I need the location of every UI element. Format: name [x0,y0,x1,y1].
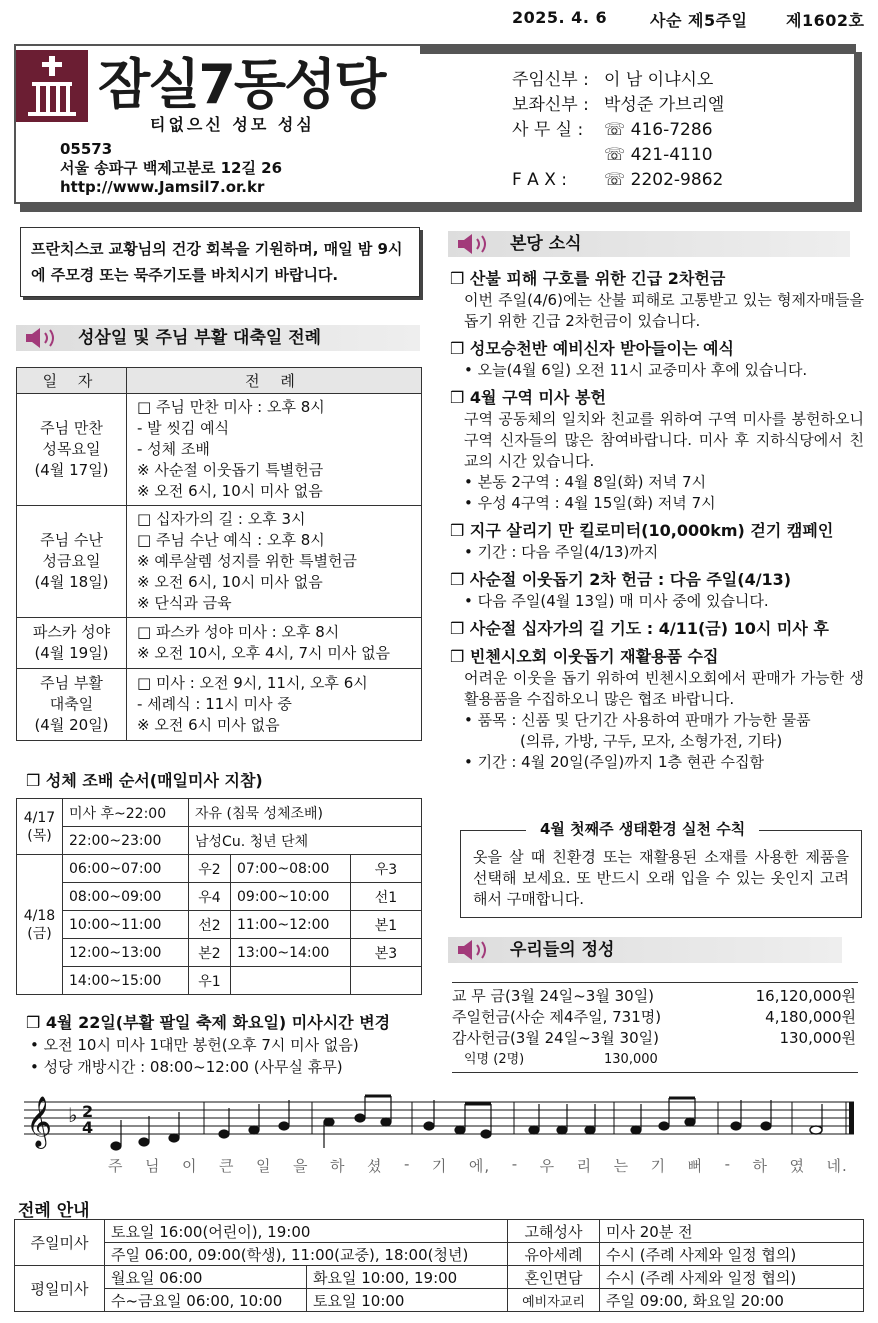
table-cell: 우3 [351,855,422,883]
rite-line: □ 파스카 성야 미사 : 오후 8시 [137,623,340,641]
svg-text:4: 4 [82,1118,94,1137]
table-cell: 월요일 06:00 [105,1266,307,1289]
liturgy-guide-table [14,1219,864,1312]
lyric-syllable: 을 [293,1157,309,1175]
liturgy-guide-title: 전례 안내 [18,1201,90,1221]
svg-text:♭: ♭ [68,1103,78,1127]
section-title-text: 성삼일 및 주님 부활 대축일 전례 [78,328,322,348]
news-item [450,338,864,381]
offering-section-title [448,937,842,963]
mass-change-line: • 성당 개방시간 : 08:00~12:00 (사무실 휴무) [30,1058,343,1076]
table-cell: 주일 09:00, 화요일 20:00 [600,1289,864,1312]
day-line: (4월 17일) [34,461,109,479]
table-cell [231,967,351,995]
table-cell: 10:00~11:00 [63,911,189,939]
mass-change-line: • 오전 10시 미사 1대만 봉헌(오후 7시 미사 없음) [30,1036,359,1054]
rite-line: ※ 단식과 금육 [137,594,232,612]
eco-practice-box: 옷을 살 때 친환경 또는 재활용된 소재를 사용한 제품을 선택해 보세요. 또 반드시 오래 입을 수 있는 옷인지 고려해서 구매합니다. [460,830,862,918]
day-line: 파스카 성야 [32,623,111,641]
news-bullet: • 품목 : 신품 및 단기간 사용하여 판매가 가능한 물품 [464,711,811,729]
rite-line: ※ 오전 6시, 10시 미사 없음 [137,482,323,500]
table-cell: 토요일 10:00 [307,1289,508,1312]
lyric-syllable: - [404,1155,411,1173]
staff-label: 보좌신부 : [512,95,589,115]
table-cell: 주일 06:00, 09:00(학생), 11:00(교중), 18:00(청년) [105,1243,508,1266]
issue-date: 2025. 4. 6 [512,8,608,27]
table-cell: 고해성사 [508,1220,600,1243]
table-cell: 우2 [189,855,231,883]
mass-type: 평일미사 [15,1266,105,1312]
news-bullet: • 기간 : 4월 20일(주일)까지 1층 현관 수집함 [464,753,765,771]
staff-list [512,68,724,193]
table-header-row [17,368,422,394]
table-cell: 11:00~12:00 [231,911,351,939]
table-row [17,394,422,506]
table-row [17,967,422,995]
staff-value: 박성준 가브리엘 [604,95,725,115]
offering-row [452,1007,856,1028]
lyric-syllable: 네. [826,1157,848,1175]
lyric-syllable: 는 [613,1157,630,1175]
news-body: 구역 공동체의 일치와 친교를 위하여 구역 미사를 봉헌하오니 구역 신자들의 많은 참여바랍니다. 미사 후 지하식당에서 친교의 시간 있습니다. [464,410,864,470]
table-cell: 선1 [351,883,422,911]
day-line: (4월 20일) [34,716,109,734]
mass-change-title: ❒ 4월 22일(부활 팔일 축제 화요일) 미사시간 변경 [26,1013,391,1032]
table-cell: 수시 (주례 사제와 일정 협의) [600,1266,864,1289]
news-bullet: • 기간 : 다음 주일(4/13)까지 [464,543,659,561]
adoration-title: ❒ 성체 조배 순서(매일미사 지참) [26,771,263,790]
staff-label: 주임신부 : [512,70,589,90]
news-heading: ❒ 지구 살리기 만 킬로미터(10,000km) 걷기 캠페인 [450,521,834,540]
speaker-icon [22,327,66,349]
lyric-syllable: 이 [182,1157,198,1175]
news-heading: ❒ 빈첸시오회 이웃돕기 재활용품 수집 [450,647,719,666]
mass-type: 주일미사 [15,1220,105,1266]
svg-text:𝄞: 𝄞 [26,1096,53,1147]
offering-row [452,1028,856,1049]
offering-amount: 4,180,000원 [765,1008,856,1026]
day-line: 대축일 [49,695,94,713]
table-cell: 08:00~09:00 [63,883,189,911]
staff-value: ☏ 2202-9862 [604,170,724,190]
table-cell: 본1 [351,911,422,939]
mass-change-notice [26,1012,390,1078]
lyric-syllable: 에, [468,1157,491,1175]
offering-amount: 16,120,000원 [755,987,856,1005]
news-bullet: • 다음 주일(4월 13일) 매 미사 중에 있습니다. [464,592,769,610]
staff-value: ☏ 416-7286 [604,120,713,140]
rite-line: □ 십자가의 길 : 오후 3시 [137,510,306,528]
lyric-syllable: 기 [431,1157,448,1175]
lyric-syllable: 기 [650,1157,667,1175]
news-heading: ❒ 4월 구역 미사 봉헌 [450,388,606,407]
day-cell [17,394,127,506]
lyric-syllable: 뻐 [687,1157,704,1175]
lyric-syllable: 님 [145,1157,161,1175]
offering-list [452,986,856,1070]
day-line: (4월 19일) [34,644,109,662]
day-cell [17,669,127,741]
table-cell: 혼인면담 [508,1266,600,1289]
hymn-lyrics [108,1155,848,1176]
offering-anon-row [452,1049,856,1070]
day-cell [17,618,127,669]
issue-number: 제1602호 [786,11,865,30]
day-line: 성목요일 [42,440,101,458]
news-body: 어려운 이웃을 돕기 위하여 빈첸시오회에서 판매가 가능한 생활용품을 수집하오니 많은 협조 바랍니다. [464,669,864,708]
news-section-title [448,231,850,257]
offering-amount: 130,000원 [779,1029,856,1047]
news-item [450,569,864,612]
table-cell: 09:00~10:00 [231,883,351,911]
website-link[interactable]: http://www.Jamsil7.or.kr [60,178,265,196]
offering-anon-amount: 130,000 [604,1052,658,1067]
lyric-syllable: 하 [752,1157,769,1175]
rite-line: □ 주님 만찬 미사 : 오후 8시 [137,398,325,416]
table-cell: 22:00~23:00 [63,827,189,855]
lyric-syllable: 리 [576,1157,593,1175]
rite-line: ※ 오전 6시 미사 없음 [137,716,280,734]
staff-row [512,168,724,193]
rite-line: ※ 오전 10시, 오후 4시, 7시 미사 없음 [137,644,391,662]
table-row [17,911,422,939]
rite-cell [127,618,422,669]
news-bullet: • 본동 2구역 : 4월 8일(화) 저녁 7시 [464,473,707,491]
table-cell: 13:00~14:00 [231,939,351,967]
rite-line: ※ 사순절 이웃돕기 특별헌금 [137,461,324,479]
table-row [17,939,422,967]
table-cell: 화요일 10:00, 19:00 [307,1266,508,1289]
news-body: 이번 주일(4/6)에는 산불 피해로 고통받고 있는 형제자매들을 돕기 위한 긴급 2차헌금이 있습니다. [464,291,864,330]
lyric-syllable: - [724,1155,732,1173]
section-title-text: 우리들의 정성 [510,940,615,960]
parish-name: 잠실7동성당 [98,53,385,116]
day-line: 주님 만찬 [40,419,103,437]
table-row [17,618,422,669]
table-row [17,669,422,741]
table-cell: 미사 후~22:00 [63,799,189,827]
table-cell: 수시 (주례 사제와 일정 협의) [600,1243,864,1266]
table-cell: 남성Cu. 청년 단체 [189,827,422,855]
table-cell: 14:00~15:00 [63,967,189,995]
prayer-notice: 프란치스코 교황님의 건강 회복을 기원하며, 매일 밤 9시에 주모경 또는 묵주기도를 바치시기 바랍니다. [20,227,420,297]
liturgy-section-title [16,325,420,351]
staff-label: 사 무 실 : [512,120,584,140]
news-bullet: (의류, 가방, 구두, 모자, 소형가전, 기타) [520,732,783,750]
table-row [15,1220,864,1243]
lyric-syllable: 하 [330,1157,346,1175]
liturgy-table [16,367,422,741]
table-row [17,855,422,883]
day-cell [17,506,127,618]
day-line: 주님 수난 [40,531,103,549]
lyric-syllable: 였 [789,1157,806,1175]
liturgical-season: 사순 제5주일 [650,11,748,30]
news-bullet: • 우성 4구역 : 4월 15일(화) 저녁 7시 [464,494,716,512]
rite-cell [127,669,422,741]
table-cell: 06:00~07:00 [63,855,189,883]
news-heading: ❒ 산불 피해 구호를 위한 긴급 2차헌금 [450,269,726,288]
news-heading: ❒ 사순절 십자가의 길 기도 : 4/11(금) 10시 미사 후 [450,619,829,638]
parish-subtitle: 티없으신 성모 성심 [150,115,315,134]
rite-line: ※ 예루살렘 성지를 위한 특별헌금 [137,552,358,570]
staff-row [512,93,724,118]
news-heading: ❒ 사순절 이웃돕기 2차 헌금 : 다음 주일(4/13) [450,570,792,589]
table-row [17,506,422,618]
table-row [17,799,422,827]
table-cell: 토요일 16:00(어린이), 19:00 [105,1220,508,1243]
postcode: 05573 [60,140,113,158]
column-header-rite: 전 례 [127,368,422,394]
staff-row [512,143,724,168]
news-list [450,262,864,773]
offering-top-rule [452,982,858,983]
church-logo-icon [16,50,88,122]
adoration-day: 4/17 (목) [17,799,63,855]
table-row [17,827,422,855]
lyric-syllable: 일 [256,1157,272,1175]
offering-anon-label: 익명 (2명) [464,1052,525,1067]
staff-row [512,68,724,93]
lyric-syllable: 주 [108,1157,124,1175]
table-cell: 07:00~08:00 [231,855,351,883]
lyric-syllable: - [511,1155,519,1173]
table-cell: 우1 [189,967,231,995]
table-row [15,1289,864,1312]
news-item [450,646,864,773]
table-cell: 미사 20분 전 [600,1220,864,1243]
offering-label: 교 무 금(3월 24일~3월 30일) [452,987,655,1005]
lyric-syllable: 우 [539,1157,556,1175]
offering-bottom-rule [452,1072,858,1073]
offering-row [452,986,856,1007]
column-header-day: 일 자 [17,368,127,394]
table-cell: 선2 [189,911,231,939]
parish-address [60,140,282,197]
offering-label: 감사헌금(3월 24일~3월 30일) [452,1029,659,1047]
table-cell: 예비자교리 [508,1289,600,1312]
news-item [450,268,864,332]
table-cell: 본3 [351,939,422,967]
speaker-icon [454,939,498,961]
adoration-table [16,798,422,995]
news-item [450,618,864,640]
rite-line: □ 미사 : 오전 9시, 11시, 오후 6시 [137,674,368,692]
rite-line: - 성체 조배 [137,440,210,458]
day-line: (4월 18일) [34,573,109,591]
svg-text:2: 2 [82,1102,94,1121]
table-row [15,1266,864,1289]
table-cell [351,967,422,995]
news-heading: ❒ 성모승천반 예비신자 받아들이는 예식 [450,339,734,358]
news-bullet: • 오늘(4월 6일) 오전 11시 교중미사 후에 있습니다. [464,361,808,379]
lyric-syllable: 큰 [219,1157,235,1175]
staff-value: 이 남 이냐시오 [604,70,714,90]
adoration-day: 4/18 (금) [17,855,63,995]
news-item [450,387,864,514]
rite-line: - 발 씻김 예식 [137,419,230,437]
eco-practice-title: 4월 첫째주 생태환경 실천 수칙 [526,818,759,839]
table-cell: 자유 (침묵 성체조배) [189,799,422,827]
table-cell: 본2 [189,939,231,967]
table-row [15,1243,864,1266]
rite-line: □ 주님 수난 예식 : 오후 8시 [137,531,325,549]
table-row [17,883,422,911]
staff-value: ☏ 421-4110 [604,145,713,165]
rite-line: ※ 오전 6시, 10시 미사 없음 [137,573,323,591]
table-cell: 수~금요일 06:00, 10:00 [105,1289,307,1312]
table-cell: 우4 [189,883,231,911]
speaker-icon [454,233,498,255]
day-line: 성금요일 [42,552,101,570]
section-title-text: 본당 소식 [510,234,582,254]
offering-label: 주일헌금(사순 제4주일, 731명) [452,1008,662,1026]
day-line: 주님 부활 [40,674,103,692]
staff-label: F A X : [512,170,567,190]
table-cell: 유아세례 [508,1243,600,1266]
rite-cell [127,394,422,506]
lyric-syllable: 셨 [367,1157,383,1175]
table-cell: 12:00~13:00 [63,939,189,967]
rite-line: - 세례식 : 11시 미사 중 [137,695,292,713]
staff-row [512,118,724,143]
news-item [450,520,864,563]
header-gray-strip [420,44,856,54]
rite-cell [127,506,422,618]
street-address: 서울 송파구 백제고분로 12길 26 [60,159,283,177]
